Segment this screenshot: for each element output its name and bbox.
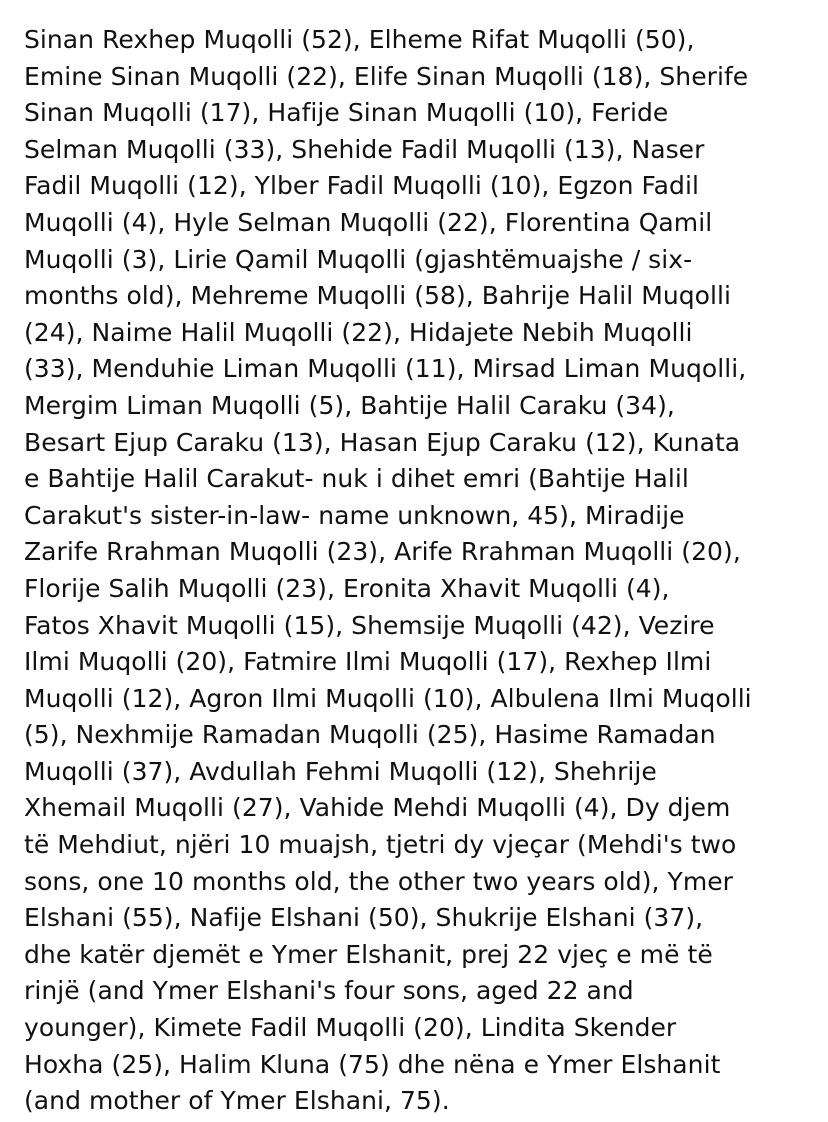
text-line: Florije Salih Muqolli (23), Eronita Xhavit Muqolli (4), xyxy=(24,573,670,603)
text-line: (33), Menduhie Liman Muqolli (11), Mirsad Liman Muqolli, xyxy=(24,354,747,384)
text-line: Fatos Xhavit Muqolli (15), Shemsije Muqolli (42), Vezire xyxy=(24,610,715,640)
text-line: Muqolli (3), Lirie Qamil Muqolli (gjashtëmuajshe / six- xyxy=(24,244,693,274)
text-line: Muqolli (37), Avdullah Fehmi Muqolli (12), Shehrije xyxy=(24,756,657,786)
text-line: Emine Sinan Muqolli (22), Elife Sinan Muqolli (18), Sherife xyxy=(24,61,749,91)
text-line: months old), Mehreme Muqolli (58), Bahrije Halil Muqolli xyxy=(24,281,731,311)
text-line: Sinan Rexhep Muqolli (52), Elheme Rifat Muqolli (50), xyxy=(24,25,695,54)
text-line: Fadil Muqolli (12), Ylber Fadil Muqolli (10), Egzon Fadil xyxy=(24,171,699,201)
text-line: Zarife Rrahman Muqolli (23), Arife Rrahman Muqolli (20), xyxy=(24,537,741,567)
text-line: Ilmi Muqolli (20), Fatmire Ilmi Muqolli (17), Rexhep Ilmi xyxy=(24,647,712,677)
text-line: e Bahtije Halil Carakut- nuk i dihet emri (Bahtije Halil xyxy=(24,464,689,494)
text-line: Muqolli (12), Agron Ilmi Muqolli (10), Albulena Ilmi Muqolli xyxy=(24,683,752,713)
text-line: Xhemail Muqolli (27), Vahide Mehdi Muqolli (4), Dy djem xyxy=(24,793,731,823)
text-line: Besart Ejup Caraku (13), Hasan Ejup Caraku (12), Kunata xyxy=(24,427,741,457)
text-line: Hoxha (25), Halim Kluna (75) dhe nëna e Ymer Elshanit xyxy=(24,1049,721,1079)
text-line: rinjë (and Ymer Elshani's four sons, aged 22 and xyxy=(24,976,634,1006)
text-line: Muqolli (4), Hyle Selman Muqolli (22), Florentina Qamil xyxy=(24,207,713,237)
text-line: dhe katër djemët e Ymer Elshanit, prej 22 vjeç e më të xyxy=(24,939,713,969)
text-line: Carakut's sister-in-law- name unknown, 45), Miradije xyxy=(24,500,685,530)
text-line: Elshani (55), Nafije Elshani (50), Shukrije Elshani (37), xyxy=(24,903,704,933)
text-line: Selman Muqolli (33), Shehide Fadil Muqolli (13), Naser xyxy=(24,134,705,164)
text-line: Mergim Liman Muqolli (5), Bahtije Halil Caraku (34), xyxy=(24,390,675,420)
victim-list-text xyxy=(24,22,824,1120)
text-line: (and mother of Ymer Elshani, 75). xyxy=(24,1086,450,1116)
text-line: (5), Nexhmije Ramadan Muqolli (25), Hasime Ramadan xyxy=(24,720,716,750)
text-line: Sinan Muqolli (17), Hafije Sinan Muqolli (10), Feride xyxy=(24,98,669,128)
text-line: younger), Kimete Fadil Muqolli (20), Lindita Skender xyxy=(24,1013,677,1043)
text-line: sons, one 10 months old, the other two years old), Ymer xyxy=(24,866,733,896)
text-line: të Mehdiut, njëri 10 muajsh, tjetri dy vjeçar (Mehdi's two xyxy=(24,830,737,860)
text-line: (24), Naime Halil Muqolli (22), Hidajete Nebih Muqolli xyxy=(24,317,693,347)
